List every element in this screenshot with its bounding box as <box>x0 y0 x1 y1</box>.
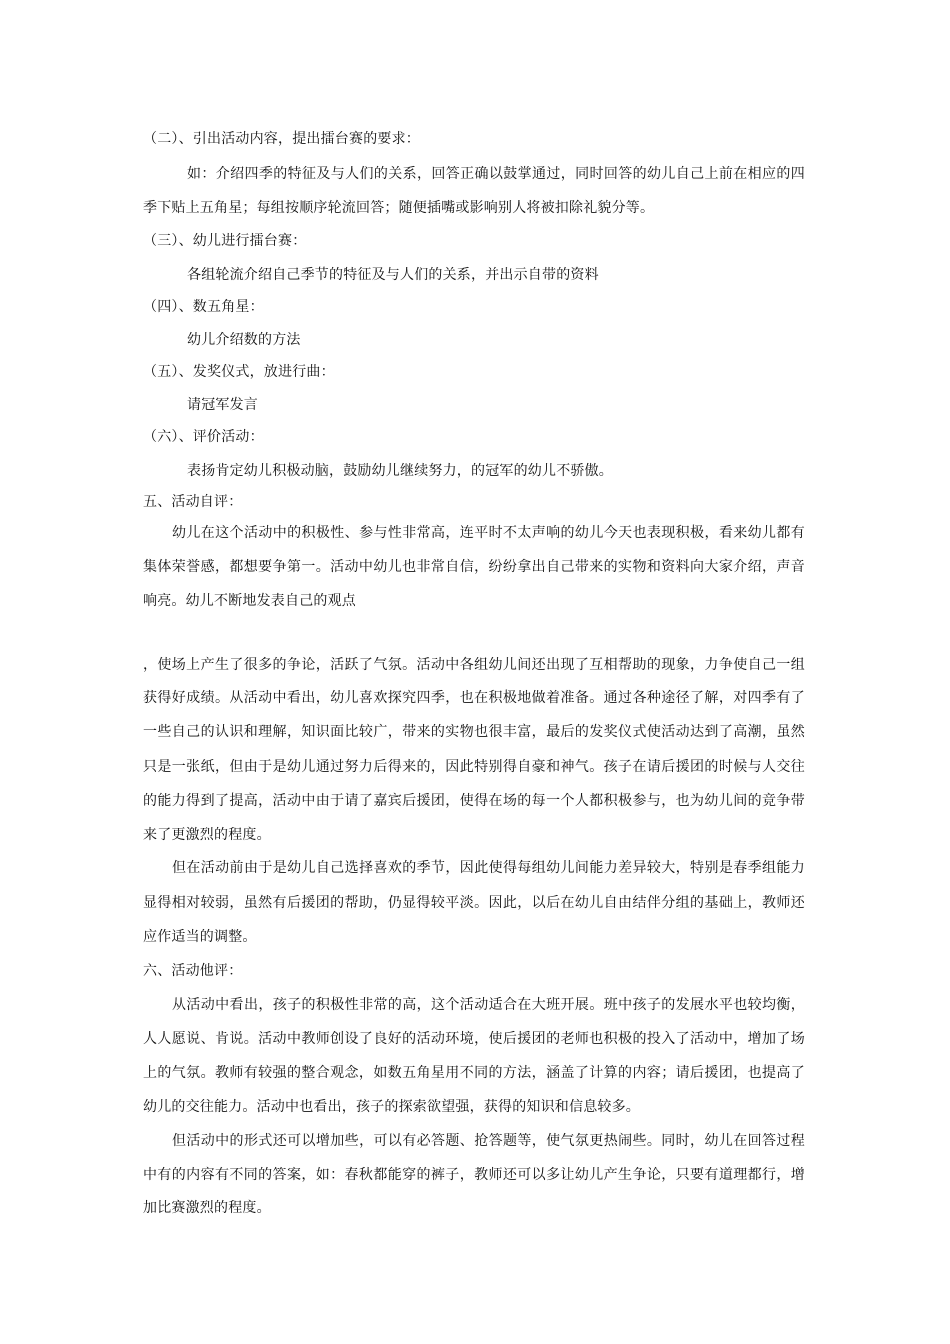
section-heading: （六）、评价活动： <box>143 429 264 445</box>
paragraph-line: 幼儿的交往能力。活动中也看出，孩子的探索欲望强，获得的知识和信息较多。 <box>143 1099 640 1115</box>
paragraph-line: 响亮。幼儿不断地发表自己的观点 <box>143 593 356 609</box>
paragraph-line: 从活动中看出，孩子的积极性非常的高，这个活动适合在大班开展。班中孩子的发展水平也较均衡， <box>172 997 805 1013</box>
body-line: 请冠军发言 <box>187 397 258 413</box>
section-heading: （三）、幼儿进行擂台赛： <box>143 233 307 249</box>
other-eval-heading: 六、活动他评： <box>143 963 243 979</box>
paragraph-line: 加比赛激烈的程度。 <box>143 1200 271 1216</box>
paragraph-line: 人人愿说、肯说。活动中教师创设了良好的活动环境，使后援团的老师也积极的投入了活动中，增加了场 <box>143 1031 805 1047</box>
paragraph-line: ，使场上产生了很多的争论，活跃了气氛。活动中各组幼儿间还出现了互相帮助的现象，力争使自己一组 <box>143 657 805 673</box>
paragraph-line: 一些自己的认识和理解，知识面比较广，带来的实物也很丰富，最后的发奖仪式使活动达到了高潮，虽然 <box>143 724 805 740</box>
body-line: 季下贴上五角星；每组按顺序轮流回答；随便插嘴或影响别人将被扣除礼貌分等。 <box>143 200 655 216</box>
paragraph-line: 应作适当的调整。 <box>143 929 257 945</box>
paragraph-line: 集体荣誉感，都想要争第一。活动中幼儿也非常自信，纷纷拿出自己带来的实物和资料向大家介绍，声音 <box>143 559 805 575</box>
body-line: 各组轮流介绍自己季节的特征及与人们的关系，并出示自带的资料 <box>187 267 599 283</box>
paragraph-line: 获得好成绩。从活动中看出，幼儿喜欢探究四季，也在积极地做着准备。通过各种途径了解，对四季有了 <box>143 690 805 706</box>
paragraph-line: 只是一张纸，但由于是幼儿通过努力后得来的，因此特别得自豪和神气。孩子在请后援团的时候与人交往 <box>143 759 805 775</box>
paragraph-line: 但在活动前由于是幼儿自己选择喜欢的季节，因此使得每组幼儿间能力差异较大，特别是春季组能力 <box>172 860 805 876</box>
paragraph-line: 幼儿在这个活动中的积极性、参与性非常高，连平时不太声响的幼儿今天也表现积极，看来幼儿都有 <box>172 525 805 541</box>
section-heading: （四）、数五角星： <box>143 299 264 315</box>
paragraph-line: 上的气氛。教师有较强的整合观念，如数五角星用不同的方法，涵盖了计算的内容；请后援团，也提高了 <box>143 1065 805 1081</box>
section-heading: （五）、发奖仪式，放进行曲： <box>143 364 335 380</box>
paragraph-line: 的能力得到了提高，活动中由于请了嘉宾后援团，使得在场的每一个人都积极参与，也为幼儿间的竞争带 <box>143 793 805 809</box>
paragraph-line: 来了更激烈的程度。 <box>143 827 271 843</box>
self-eval-heading: 五、活动自评： <box>143 494 243 510</box>
body-line: 幼儿介绍数的方法 <box>187 332 301 348</box>
section-heading: （二）、引出活动内容，提出擂台赛的要求： <box>143 131 420 147</box>
paragraph-line: 中有的内容有不同的答案，如：春秋都能穿的裤子，教师还可以多让幼儿产生争论，只要有道理都行，增 <box>143 1167 805 1183</box>
paragraph-line: 但活动中的形式还可以增加些，可以有必答题、抢答题等，使气氛更热闹些。同时，幼儿在回答过程 <box>172 1133 805 1149</box>
paragraph-line: 显得相对较弱，虽然有后援团的帮助，仍显得较平淡。因此，以后在幼儿自由结伴分组的基础上，教师还 <box>143 895 805 911</box>
body-line: 表扬肯定幼儿积极动脑，鼓励幼儿继续努力，的冠军的幼儿不骄傲。 <box>187 463 613 479</box>
body-line: 如：介绍四季的特征及与人们的关系，回答正确以鼓掌通过，同时回答的幼儿自己上前在相应的四 <box>187 166 805 182</box>
